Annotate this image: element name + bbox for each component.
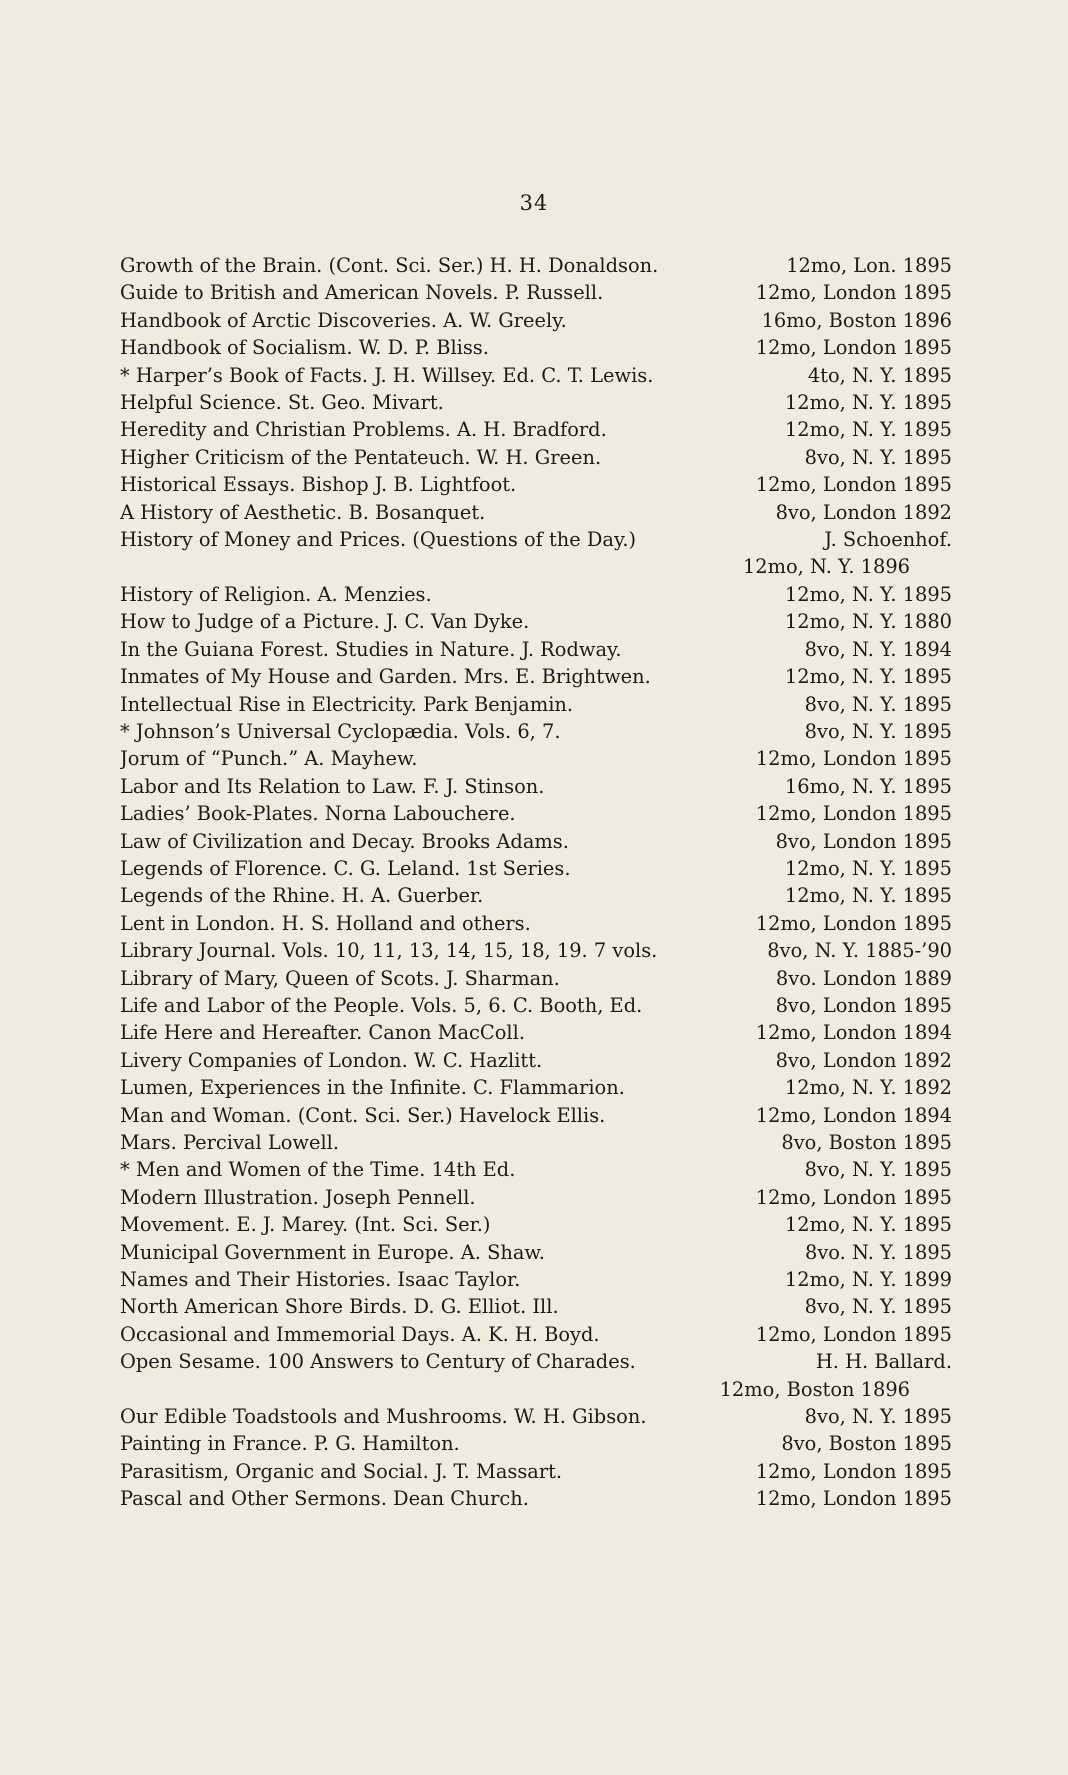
entry-title: Painting in France. P. G. Hamilton. bbox=[120, 1432, 460, 1456]
catalog-entry bbox=[120, 882, 952, 909]
catalog-entry-row bbox=[120, 1430, 952, 1457]
catalog-entry-row bbox=[120, 334, 952, 361]
catalog-entry-row bbox=[120, 1184, 952, 1211]
entry-title: Life and Labor of the People. Vols. 5, 6. C. Booth, Ed. bbox=[120, 993, 643, 1017]
entry-title: Library of Mary, Queen of Scots. J. Sharman. bbox=[120, 966, 560, 990]
entry-imprint: 8vo, N. Y. 1895 bbox=[804, 719, 952, 743]
entry-imprint: 12mo, N. Y. 1895 bbox=[784, 1213, 952, 1237]
entry-title: Higher Criticism of the Pentateuch. W. H. Green. bbox=[120, 445, 602, 469]
entry-title: Legends of Florence. C. G. Leland. 1st Series. bbox=[120, 856, 571, 880]
catalog-entry-row bbox=[120, 1403, 952, 1430]
catalog-entry bbox=[120, 1129, 952, 1156]
catalog-entry-row bbox=[120, 279, 952, 306]
catalog-entry-row bbox=[120, 718, 952, 745]
entry-title: Ladies’ Book-Plates. Norna Labouchere. bbox=[120, 802, 516, 826]
catalog-entry-row bbox=[120, 1266, 952, 1293]
catalog-entry-row bbox=[120, 1047, 952, 1074]
entry-imprint: 8vo, N. Y. 1895 bbox=[804, 1405, 952, 1429]
catalog-entry-row bbox=[120, 581, 952, 608]
catalog-entry-row bbox=[120, 416, 952, 443]
page-number: 34 bbox=[519, 191, 549, 215]
catalog-entry-row bbox=[120, 1102, 952, 1129]
catalog-entry-row bbox=[120, 965, 952, 992]
entry-imprint: 16mo, N. Y. 1895 bbox=[784, 774, 952, 798]
entry-title: * Johnson’s Universal Cyclopædia. Vols. 6, 7. bbox=[120, 719, 561, 743]
catalog-entry-row bbox=[120, 362, 952, 389]
catalog-entry bbox=[120, 471, 952, 498]
entry-title: Labor and Its Relation to Law. F. J. Stinson. bbox=[120, 774, 545, 798]
catalog-entry bbox=[120, 416, 952, 443]
entry-title: North American Shore Birds. D. G. Elliot. Ill. bbox=[120, 1295, 559, 1319]
entry-title: Our Edible Toadstools and Mushrooms. W. H. Gibson. bbox=[120, 1405, 647, 1429]
catalog-entry bbox=[120, 1156, 952, 1183]
entry-title: Parasitism, Organic and Social. J. T. Massart. bbox=[120, 1459, 563, 1483]
entry-imprint: 8vo, London 1895 bbox=[775, 829, 952, 853]
catalog-entry bbox=[120, 992, 952, 1019]
entry-imprint: 8vo, N. Y. 1885-’90 bbox=[767, 939, 952, 963]
entry-imprint: 8vo, Boston 1895 bbox=[781, 1131, 952, 1154]
catalog-entry-row bbox=[120, 1019, 952, 1046]
catalog-entry bbox=[120, 1403, 952, 1430]
catalog-entry-row bbox=[120, 526, 952, 553]
catalog-entry bbox=[120, 1019, 952, 1046]
catalog-entry-row bbox=[120, 1211, 952, 1238]
catalog-entry-row bbox=[120, 389, 952, 416]
entry-title: History of Money and Prices. (Questions of the Day.) bbox=[120, 528, 637, 552]
catalog-entry bbox=[120, 691, 952, 718]
entry-title: Inmates of My House and Garden. Mrs. E. Brightwen. bbox=[120, 665, 651, 689]
catalog-entry-row bbox=[120, 1348, 952, 1375]
catalog-entry-row bbox=[120, 937, 952, 964]
entry-title: Growth of the Brain. (Cont. Sci. Ser.) H. H. Donaldson. bbox=[120, 254, 659, 277]
catalog-entry-row bbox=[120, 608, 952, 635]
entry-imprint: 12mo, London 1895 bbox=[755, 1459, 952, 1483]
entry-imprint: 8vo, London 1892 bbox=[775, 500, 952, 524]
entry-imprint: 12mo, N. Y. 1895 bbox=[784, 665, 952, 689]
catalog-entry bbox=[120, 773, 952, 800]
catalog-entry bbox=[120, 1348, 952, 1403]
entry-imprint: 8vo. N. Y. 1895 bbox=[805, 1240, 952, 1264]
entry-imprint: 12mo, London 1895 bbox=[755, 281, 952, 305]
catalog-entry-row bbox=[120, 1239, 952, 1266]
catalog-entry bbox=[120, 362, 952, 389]
entry-title: Mars. Percival Lowell. bbox=[120, 1131, 340, 1154]
entry-imprint: 12mo, N. Y. 1895 bbox=[784, 418, 952, 442]
catalog-entry-row bbox=[120, 800, 952, 827]
entry-title: Helpful Science. St. Geo. Mivart. bbox=[120, 391, 444, 415]
catalog-entry bbox=[120, 1485, 952, 1512]
catalog-entry-row bbox=[120, 773, 952, 800]
entry-imprint: 8vo, London 1895 bbox=[775, 993, 952, 1017]
entry-title: Modern Illustration. Joseph Pennell. bbox=[120, 1185, 476, 1209]
catalog-entry-row bbox=[120, 1321, 952, 1348]
entry-title: Jorum of “Punch.” A. Mayhew. bbox=[120, 747, 418, 771]
entry-imprint: 12mo, N. Y. 1880 bbox=[784, 610, 952, 634]
entry-title: Man and Woman. (Cont. Sci. Ser.) Havelock Ellis. bbox=[120, 1103, 606, 1127]
entry-imprint: 8vo. London 1889 bbox=[775, 966, 952, 990]
entry-imprint: 8vo, N. Y. 1895 bbox=[804, 445, 952, 469]
catalog-entry bbox=[120, 389, 952, 416]
entry-imprint: 16mo, Boston 1896 bbox=[761, 308, 952, 332]
entry-imprint: 12mo, London 1895 bbox=[755, 1185, 952, 1209]
entry-imprint: 12mo, London 1894 bbox=[755, 1021, 952, 1045]
entry-imprint: 8vo, N. Y. 1894 bbox=[804, 637, 952, 661]
entry-imprint: 12mo, N. Y. 1895 bbox=[784, 391, 952, 415]
entry-imprint: 12mo, N. Y. 1895 bbox=[784, 884, 952, 908]
catalog-entry bbox=[120, 718, 952, 745]
catalog-entry bbox=[120, 1211, 952, 1238]
entry-imprint: 4to, N. Y. 1895 bbox=[807, 363, 952, 387]
entry-imprint: 8vo, N. Y. 1895 bbox=[804, 1295, 952, 1319]
catalog-entry-row bbox=[120, 1129, 952, 1156]
catalog-entry-row bbox=[120, 252, 952, 279]
catalog-entry bbox=[120, 499, 952, 526]
entry-title: In the Guiana Forest. Studies in Nature. J. Rodway. bbox=[120, 637, 622, 661]
entry-title: Livery Companies of London. W. C. Hazlitt. bbox=[120, 1048, 543, 1072]
catalog-entry bbox=[120, 581, 952, 608]
entry-title: Handbook of Socialism. W. D. P. Bliss. bbox=[120, 336, 489, 360]
entry-imprint: 12mo, N. Y. 1892 bbox=[784, 1076, 952, 1100]
entry-title: How to Judge of a Picture. J. C. Van Dyke. bbox=[120, 610, 530, 634]
entry-imprint-continuation: 12mo, N. Y. 1896 bbox=[742, 555, 910, 579]
entry-title: Guide to British and American Novels. P. Russell. bbox=[120, 281, 604, 305]
catalog-entry bbox=[120, 444, 952, 471]
catalog-entry bbox=[120, 1266, 952, 1293]
catalog-entry-row bbox=[120, 444, 952, 471]
catalog-entry-row bbox=[120, 1485, 952, 1512]
catalog-entry bbox=[120, 526, 952, 581]
catalog-entry-row bbox=[120, 828, 952, 855]
catalog-entry bbox=[120, 1321, 952, 1348]
entry-imprint: 12mo, London 1895 bbox=[755, 473, 952, 497]
entry-imprint: 8vo, N. Y. 1895 bbox=[804, 1158, 952, 1182]
catalog-entry bbox=[120, 1074, 952, 1101]
catalog-entry bbox=[120, 1239, 952, 1266]
catalog-entry-row bbox=[120, 1458, 952, 1485]
catalog-entry-row bbox=[120, 499, 952, 526]
catalog-entry bbox=[120, 1047, 952, 1074]
entry-imprint: 12mo, Lon. 1895 bbox=[786, 254, 952, 277]
catalog-entry bbox=[120, 1293, 952, 1320]
catalog-entry bbox=[120, 800, 952, 827]
entry-title: Lumen, Experiences in the Infinite. C. Flammarion. bbox=[120, 1076, 625, 1100]
entry-title: Handbook of Arctic Discoveries. A. W. Greely. bbox=[120, 308, 567, 332]
entry-title: Law of Civilization and Decay. Brooks Adams. bbox=[120, 829, 569, 853]
catalog-entry bbox=[120, 1102, 952, 1129]
catalog-entry-row bbox=[120, 663, 952, 690]
catalog-entry-row bbox=[120, 1156, 952, 1183]
catalog-entry-row bbox=[120, 882, 952, 909]
entry-imprint: H. H. Ballard. bbox=[815, 1350, 952, 1374]
entry-title: Occasional and Immemorial Days. A. K. H. Boyd. bbox=[120, 1322, 600, 1346]
entry-title: A History of Aesthetic. B. Bosanquet. bbox=[120, 500, 486, 524]
entry-title: History of Religion. A. Menzies. bbox=[120, 582, 432, 606]
catalog-entry-row bbox=[120, 855, 952, 882]
entry-imprint: 12mo, N. Y. 1895 bbox=[784, 856, 952, 880]
entry-imprint: 12mo, London 1895 bbox=[755, 802, 952, 826]
catalog-entry-row bbox=[120, 691, 952, 718]
catalog-entry bbox=[120, 965, 952, 992]
catalog-entry bbox=[120, 1430, 952, 1457]
catalog-entry-row bbox=[120, 910, 952, 937]
entry-imprint-continuation: 12mo, Boston 1896 bbox=[719, 1377, 910, 1401]
catalog-entry-list bbox=[120, 252, 952, 1513]
entry-imprint: 12mo, London 1895 bbox=[755, 1322, 952, 1346]
catalog-entry bbox=[120, 663, 952, 690]
catalog-entry bbox=[120, 334, 952, 361]
entry-title: Names and Their Histories. Isaac Taylor. bbox=[120, 1268, 521, 1292]
catalog-entry bbox=[120, 279, 952, 306]
entry-imprint: 12mo, London 1895 bbox=[755, 336, 952, 360]
catalog-entry-row bbox=[120, 1074, 952, 1101]
entry-imprint: 12mo, London 1894 bbox=[755, 1103, 952, 1127]
catalog-entry bbox=[120, 608, 952, 635]
entry-title: Heredity and Christian Problems. A. H. Bradford. bbox=[120, 418, 607, 442]
entry-title: Municipal Government in Europe. A. Shaw. bbox=[120, 1240, 545, 1264]
entry-title: Open Sesame. 100 Answers to Century of Charades. bbox=[120, 1350, 636, 1374]
entry-title: Historical Essays. Bishop J. B. Lightfoot. bbox=[120, 473, 517, 497]
catalog-entry bbox=[120, 745, 952, 772]
entry-imprint: 8vo, Boston 1895 bbox=[781, 1432, 952, 1456]
catalog-entry-row bbox=[120, 745, 952, 772]
catalog-entry-row bbox=[120, 636, 952, 663]
entry-title: Pascal and Other Sermons. Dean Church. bbox=[120, 1487, 529, 1511]
catalog-entry-row bbox=[120, 1293, 952, 1320]
catalog-entry bbox=[120, 910, 952, 937]
catalog-entry bbox=[120, 1458, 952, 1485]
entry-title: Life Here and Hereafter. Canon MacColl. bbox=[120, 1021, 525, 1045]
entry-title: Library Journal. Vols. 10, 11, 13, 14, 15, 18, 19. 7 vols. bbox=[120, 939, 658, 963]
entry-title: Legends of the Rhine. H. A. Guerber. bbox=[120, 884, 484, 908]
entry-imprint: 12mo, N. Y. 1895 bbox=[784, 582, 952, 606]
entry-imprint: 12mo, London 1895 bbox=[755, 911, 952, 935]
catalog-entry-row bbox=[120, 992, 952, 1019]
catalog-entry bbox=[120, 1184, 952, 1211]
catalog-entry bbox=[120, 828, 952, 855]
entry-title: Lent in London. H. S. Holland and others. bbox=[120, 911, 531, 935]
entry-imprint: 12mo, London 1895 bbox=[755, 1487, 952, 1511]
catalog-entry bbox=[120, 307, 952, 334]
entry-title: Intellectual Rise in Electricity. Park Benjamin. bbox=[120, 692, 574, 716]
entry-imprint: 12mo, N. Y. 1899 bbox=[784, 1268, 952, 1292]
entry-title: * Men and Women of the Time. 14th Ed. bbox=[120, 1158, 516, 1182]
entry-imprint: 8vo, London 1892 bbox=[775, 1048, 952, 1072]
catalog-entry bbox=[120, 252, 952, 279]
catalog-entry bbox=[120, 855, 952, 882]
entry-title: * Harper’s Book of Facts. J. H. Willsey. Ed. C. T. Lewis. bbox=[120, 363, 654, 387]
entry-imprint: 8vo, N. Y. 1895 bbox=[804, 692, 952, 716]
catalog-entry-row bbox=[120, 471, 952, 498]
entry-imprint: J. Schoenhof. bbox=[824, 528, 952, 552]
catalog-entry-row bbox=[120, 307, 952, 334]
entry-title: Movement. E. J. Marey. (Int. Sci. Ser.) bbox=[120, 1213, 491, 1237]
entry-imprint: 12mo, London 1895 bbox=[755, 747, 952, 771]
catalog-entry bbox=[120, 636, 952, 663]
catalog-entry bbox=[120, 937, 952, 964]
